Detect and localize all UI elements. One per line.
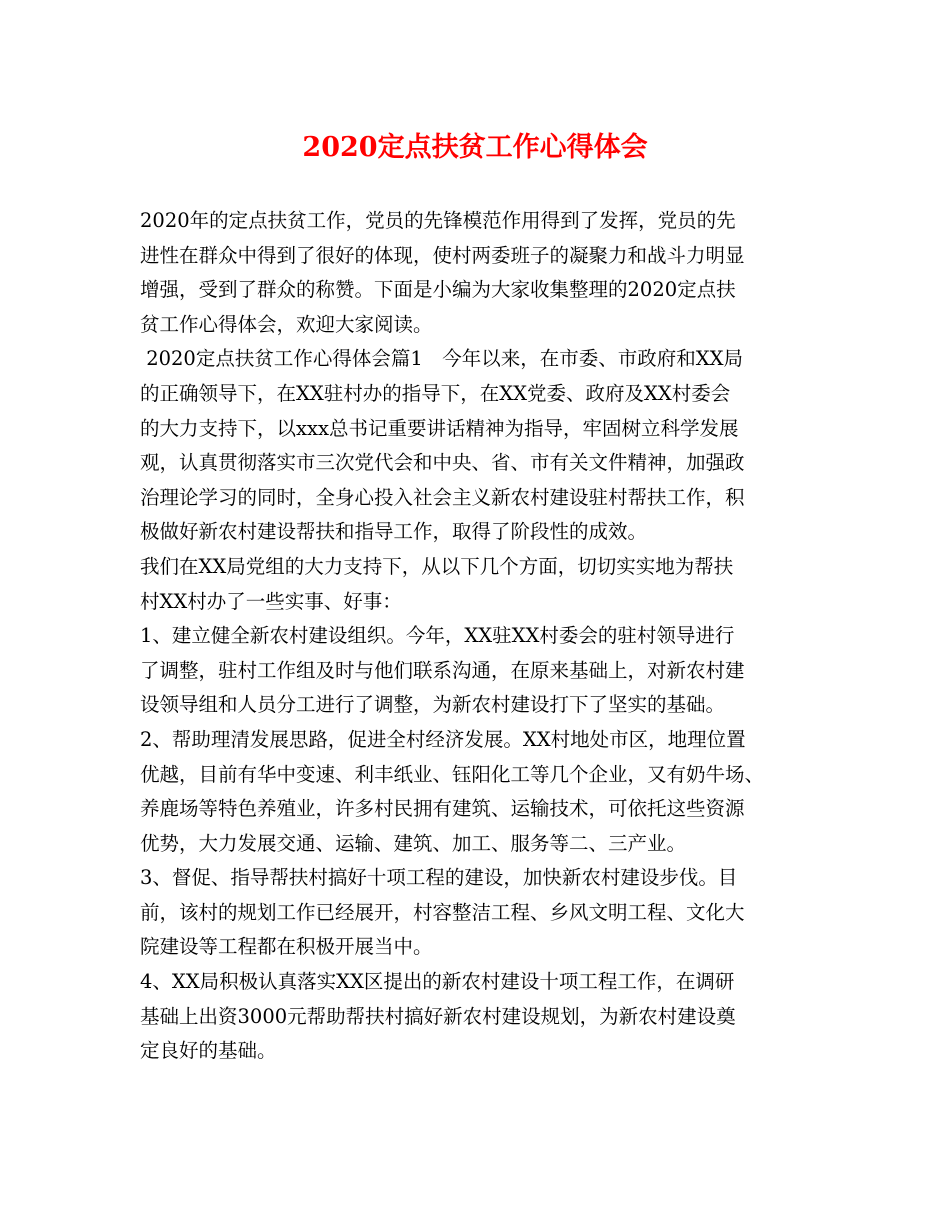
body-line: 治理论学习的同时，全身心投入社会主义新农村建设驻村帮扶工作，积 bbox=[140, 485, 745, 509]
body-line: 定良好的基础。 bbox=[140, 1039, 277, 1063]
body-line: 2、帮助理清发展思路，促进全村经济发展。XX村地处市区，地理位置 bbox=[140, 727, 746, 751]
body-line: 贫工作心得体会，欢迎大家阅读。 bbox=[140, 312, 433, 336]
document-title: 2020定点扶贫工作心得体会 bbox=[302, 132, 648, 163]
document-body bbox=[140, 204, 830, 1069]
body-line: 的正确领导下，在XX驻村办的指导下，在XX党委、政府及XX村委会 bbox=[140, 381, 731, 405]
body-line: 2020年的定点扶贫工作，党员的先锋模范作用得到了发挥，党员的先 bbox=[140, 209, 736, 232]
body-line: 基础上出资3000元帮助帮扶村搞好新农村建设规划，为新农村建设奠 bbox=[140, 1004, 736, 1028]
body-line: 村XX村办了一些实事、好事： bbox=[140, 589, 402, 613]
body-line: 极做好新农村建设帮扶和指导工作，取得了阶段性的成效。 bbox=[140, 520, 648, 544]
body-line: 设领导组和人员分工进行了调整，为新农村建设打下了坚实的基础。 bbox=[140, 693, 726, 717]
body-line: 3、督促、指导帮扶村搞好十项工程的建设，加快新农村建设步伐。目 bbox=[140, 866, 738, 890]
body-line: 优越，目前有华中变速、利丰纸业、钰阳化工等几个企业，又有奶牛场、 bbox=[140, 762, 765, 786]
body-line: 的大力支持下，以xxx总书记重要讲话精神为指导，牢固树立科学发展 bbox=[140, 416, 739, 440]
body-line: 4、XX局积极认真落实XX区提出的新农村建设十项工程工作，在调研 bbox=[140, 970, 735, 994]
body-line: 养鹿场等特色养殖业，许多村民拥有建筑、运输技术，可依托这些资源 bbox=[140, 797, 745, 821]
body-line: 优势，大力发展交通、运输、建筑、加工、服务等二、三产业。 bbox=[140, 831, 687, 855]
body-line: 前，该村的规划工作已经展开，村容整洁工程、乡风文明工程、文化大 bbox=[140, 900, 745, 924]
body-line: 院建设等工程都在积极开展当中。 bbox=[140, 935, 433, 959]
body-line: 观，认真贯彻落实市三次党代会和中央、省、市有关文件精神，加强政 bbox=[140, 451, 745, 475]
body-line: 了调整，驻村工作组及时与他们联系沟通，在原来基础上，对新农村建 bbox=[140, 658, 745, 682]
body-line: 增强，受到了群众的称赞。下面是小编为大家收集整理的2020定点扶 bbox=[140, 278, 736, 302]
body-line: 2020定点扶贫工作心得体会篇1 今年以来，在市委、市政府和XX局 bbox=[140, 347, 743, 371]
body-line: 进性在群众中得到了很好的体现，使村两委班子的凝聚力和战斗力明显 bbox=[140, 243, 745, 267]
body-line: 我们在XX局党组的大力支持下，从以下几个方面，切切实实地为帮扶 bbox=[140, 554, 734, 578]
body-line: 1、建立健全新农村建设组织。今年，XX驻XX村委会的驻村领导进行 bbox=[140, 624, 735, 648]
